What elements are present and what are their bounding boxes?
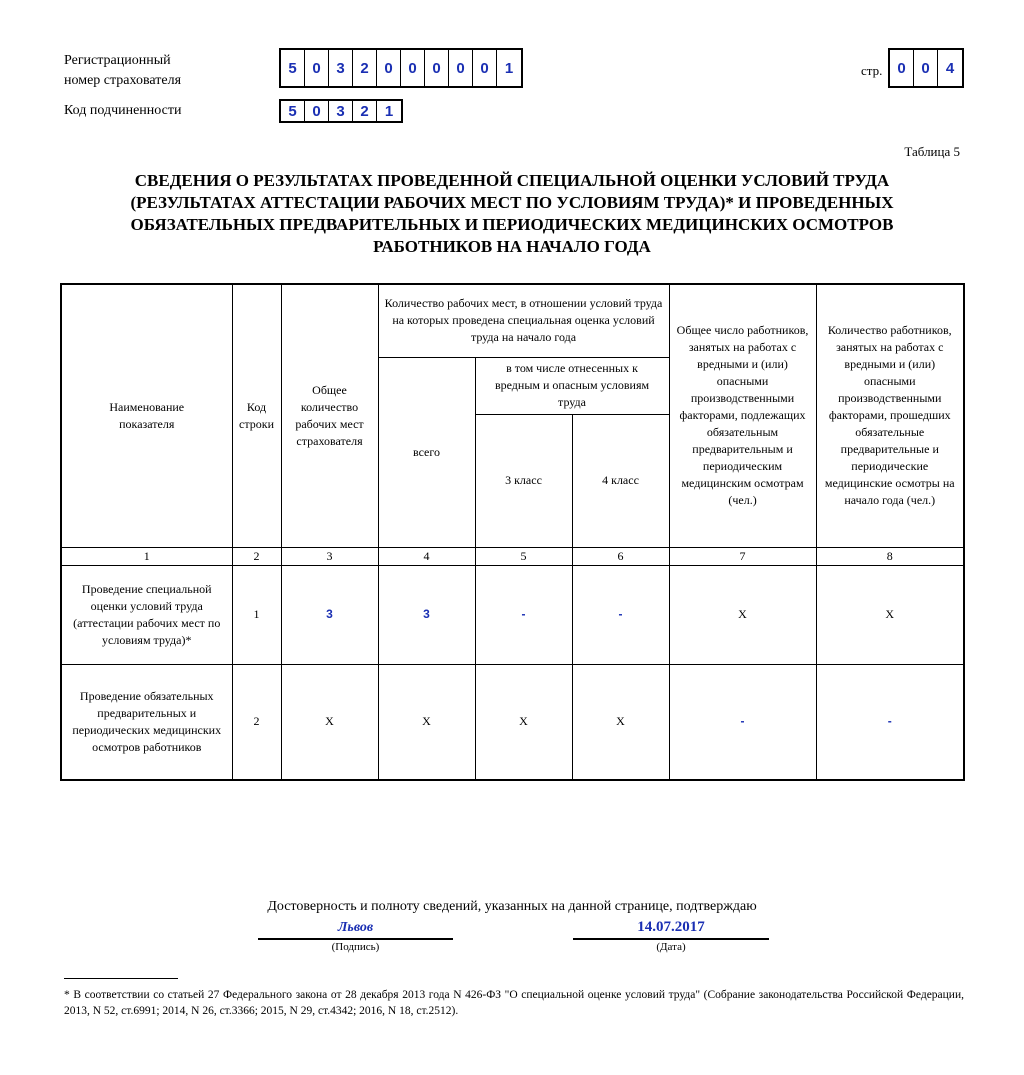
table-row	[61, 565, 964, 664]
title-line: СВЕДЕНИЯ О РЕЗУЛЬТАТАХ ПРОВЕДЕННОЙ СПЕЦИАЛЬНОЙ ОЦЕНКИ УСЛОВИЙ ТРУДА	[134, 171, 890, 190]
date-value[interactable]: 14.07.2017	[637, 919, 705, 935]
page-number-field[interactable]	[888, 48, 964, 88]
page-digit: 4	[945, 59, 955, 77]
reg-number-label-line1: Регистрационный	[64, 53, 171, 68]
row-value: X	[572, 664, 669, 780]
row-code: 2	[232, 664, 281, 780]
header-all: всего	[378, 357, 475, 547]
column-number: 7	[669, 547, 816, 565]
header-total-places: Общее количество рабочих мест страхователя	[281, 284, 378, 547]
document-title	[60, 170, 964, 258]
signature-caption: (Подпись)	[331, 941, 380, 953]
row-value[interactable]: -	[816, 664, 964, 780]
header-assessed: Количество рабочих мест, в отношении условий труда на которых проведена специальная оценка условий труда на начало года	[378, 284, 669, 357]
page-label: стр.	[861, 63, 883, 78]
row-value[interactable]: 3	[281, 565, 378, 664]
subordination-code-label: Код подчиненности	[64, 103, 182, 118]
title-line: (РЕЗУЛЬТАТАХ АТТЕСТАЦИИ РАБОЧИХ МЕСТ ПО УСЛОВИЯМ ТРУДА)* И ПРОВЕДЕННЫХ	[130, 193, 894, 212]
header-name: Наименование показателя	[61, 284, 232, 547]
table-number-label: Таблица 5	[904, 144, 960, 159]
header-workers-passed: Количество работников, занятых на работах с вредными и (или) опасными производственными факторами, прошедших обязательные предварительные и периодические медицинские осмотры на начало года (чел.)	[816, 284, 964, 547]
signature-value[interactable]: Львов	[337, 920, 374, 935]
date-line	[573, 938, 769, 940]
header-harmful: в том числе отнесенных к вредным и опасным условиям труда	[475, 357, 669, 414]
reg-digit: 1	[504, 59, 514, 77]
row-value[interactable]: -	[572, 565, 669, 664]
header-code: Код строки	[232, 284, 281, 547]
sub-digit: 3	[329, 101, 353, 121]
signature-line	[258, 938, 453, 940]
sub-digit: 1	[384, 102, 394, 120]
reg-digit: 0	[425, 50, 449, 86]
row-name: Проведение обязательных предварительных и периодических медицинских осмотров работников	[61, 664, 232, 780]
reg-digit: 0	[305, 50, 329, 86]
footnote-separator	[64, 978, 178, 979]
page-digit: 0	[914, 50, 938, 86]
date-caption: (Дата)	[656, 941, 686, 953]
reg-digit: 3	[329, 50, 353, 86]
header-class3: 3 класс	[475, 414, 572, 547]
row-code: 1	[232, 565, 281, 664]
row-value[interactable]: 3	[378, 565, 475, 664]
row-value: X	[378, 664, 475, 780]
subordination-code-field[interactable]	[279, 99, 403, 123]
column-number: 1	[61, 547, 232, 565]
column-number: 4	[378, 547, 475, 565]
reg-number-field[interactable]	[279, 48, 523, 88]
header-class4: 4 класс	[572, 414, 669, 547]
reg-number-label-line2: номер страхователя	[64, 73, 182, 88]
row-value[interactable]: -	[669, 664, 816, 780]
row-value[interactable]: -	[475, 565, 572, 664]
sub-digit: 0	[305, 101, 329, 121]
column-number: 8	[816, 547, 964, 565]
row-value: X	[816, 565, 964, 664]
reg-digit: 5	[281, 50, 305, 86]
results-table	[60, 283, 965, 781]
table-row	[61, 664, 964, 780]
reg-digit: 0	[401, 50, 425, 86]
confirmation-text: Достоверность и полноту сведений, указанных на данной странице, подтверждаю	[267, 899, 757, 914]
row-name: Проведение специальной оценки условий труда (аттестации рабочих мест по условиям труда)*	[61, 565, 232, 664]
column-number: 3	[281, 547, 378, 565]
sub-digit: 5	[281, 101, 305, 121]
reg-digit: 0	[473, 50, 497, 86]
sub-digit: 2	[353, 101, 377, 121]
page-digit: 0	[890, 50, 914, 86]
header-workers-subject: Общее число работников, занятых на работах с вредными и (или) опасными производственными факторами, подлежащих обязательным предварительным и периодическим медицинским осмотрам (чел.)	[669, 284, 816, 547]
title-line: ОБЯЗАТЕЛЬНЫХ ПРЕДВАРИТЕЛЬНЫХ И ПЕРИОДИЧЕСКИХ МЕДИЦИНСКИХ ОСМОТРОВ	[130, 215, 894, 234]
column-number: 5	[475, 547, 572, 565]
row-value: X	[281, 664, 378, 780]
row-value: X	[475, 664, 572, 780]
column-number: 6	[572, 547, 669, 565]
footnote: * В соответствии со статьей 27 Федерального закона от 28 декабря 2013 года N 426-ФЗ "О специальной оценке условий труда" (Собрание законодательства Российской Федерации, 2013, N 52, ст.6991; 2014, N 26, ст.3366; 2015, N 29, ст.4342; 2016, N 18, ст.2512).	[64, 989, 964, 1017]
row-value: X	[669, 565, 816, 664]
reg-digit: 0	[377, 50, 401, 86]
column-number: 2	[232, 547, 281, 565]
reg-digit: 0	[449, 50, 473, 86]
reg-digit: 2	[353, 50, 377, 86]
title-line: РАБОТНИКОВ НА НАЧАЛО ГОДА	[373, 237, 651, 256]
